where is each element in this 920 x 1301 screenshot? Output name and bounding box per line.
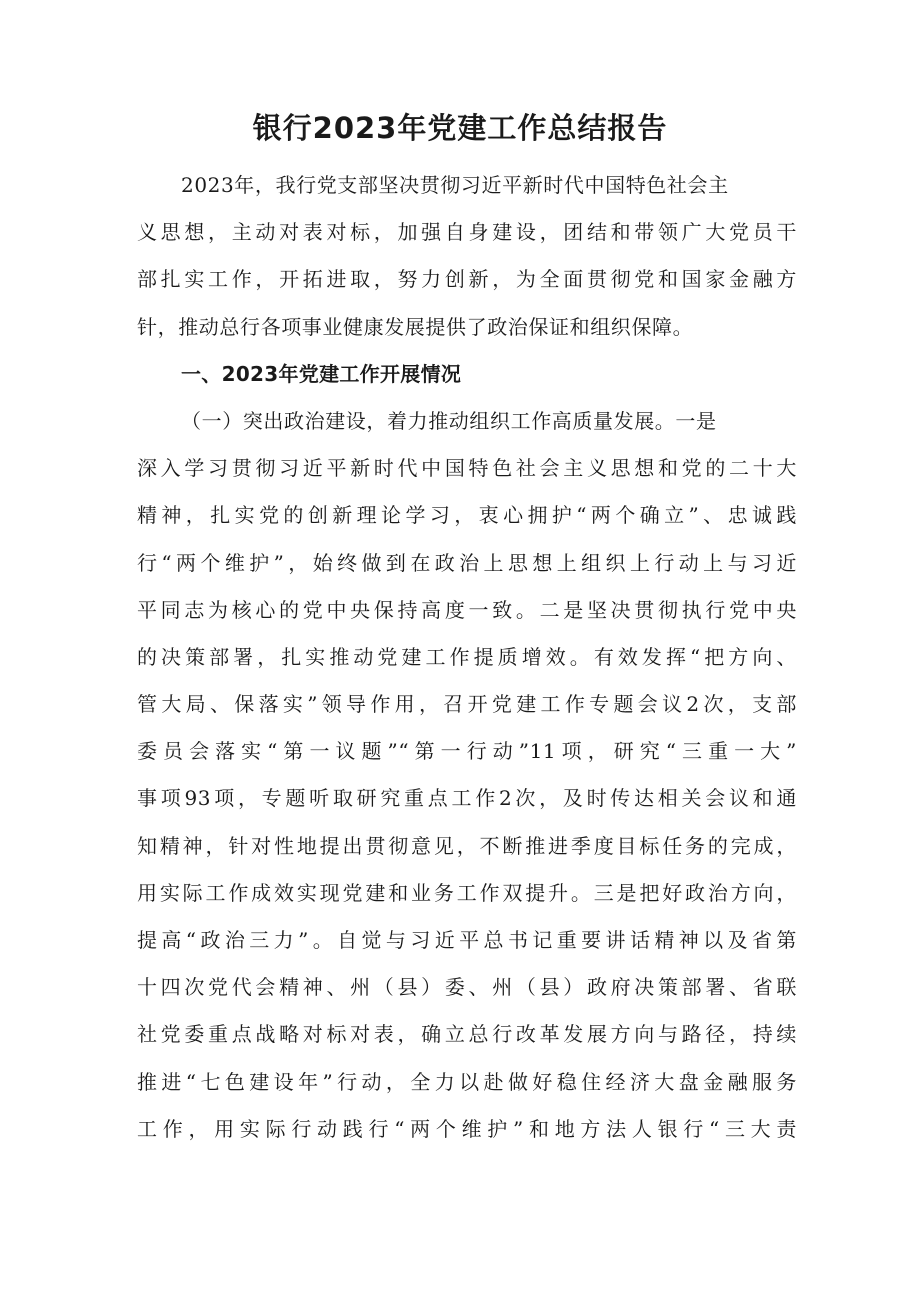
document-title: 银行2023年党建工作总结报告 (252, 111, 668, 145)
paragraph-line: 义思想，主动对表对标，加强自身建设，团结和带领广大党员干 (137, 220, 797, 245)
paragraph-line: 平同志为核心的党中央保持高度一致。二是坚决贯彻执行党中央 (137, 597, 797, 622)
paragraph-line: 精神，扎实党的创新理论学习，衷心拥护“两个确立”、忠诚践 (137, 503, 797, 528)
paragraph-line: 委员会落实“第一议题”“第一行动”11项，研究“三重一大” (137, 739, 797, 764)
paragraph-line: 工作，用实际行动践行“两个维护”和地方法人银行“三大责 (137, 1116, 797, 1141)
paragraph-line: 推进“七色建设年”行动，全力以赴做好稳住经济大盘金融服务 (137, 1069, 797, 1094)
paragraph-line: 针，推动总行各项事业健康发展提供了政治保证和组织保障。 (137, 314, 694, 339)
section-heading: 一、2023年党建工作开展情况 (181, 361, 462, 386)
paragraph-line: 事项93项，专题听取研究重点工作2次，及时传达相关会议和通 (137, 786, 797, 811)
paragraph-line: 的决策部署，扎实推动党建工作提质增效。有效发挥“把方向、 (137, 644, 797, 669)
paragraph-line: 行“两个维护”，始终做到在政治上思想上组织上行动上与习近 (137, 550, 797, 575)
document-body (137, 162, 797, 1153)
paragraph-line: 十四次党代会精神、州（县）委、州（县）政府决策部署、省联 (137, 975, 797, 1000)
paragraph-line: 2023年，我行党支部坚决贯彻习近平新时代中国特色社会主 (181, 173, 729, 197)
paragraph-line: 社党委重点战略对标对表，确立总行改革发展方向与路径，持续 (137, 1022, 797, 1047)
paragraph-line: （一）突出政治建设，着力推动组织工作高质量发展。一是 (181, 408, 717, 433)
paragraph-line: 用实际工作成效实现党建和业务工作双提升。三是把好政治方向， (137, 880, 797, 905)
paragraph-line: 提高“政治三力”。自觉与习近平总书记重要讲话精神以及省第 (137, 928, 797, 952)
paragraph-line: 部扎实工作，开拓进取，努力创新，为全面贯彻党和国家金融方 (137, 267, 797, 292)
paragraph-line: 深入学习贯彻习近平新时代中国特色社会主义思想和党的二十大 (137, 456, 797, 481)
paragraph-line: 知精神，针对性地提出贯彻意见，不断推进季度目标任务的完成， (137, 833, 797, 858)
paragraph-line: 管大局、保落实”领导作用，召开党建工作专题会议2次，支部 (137, 692, 797, 717)
